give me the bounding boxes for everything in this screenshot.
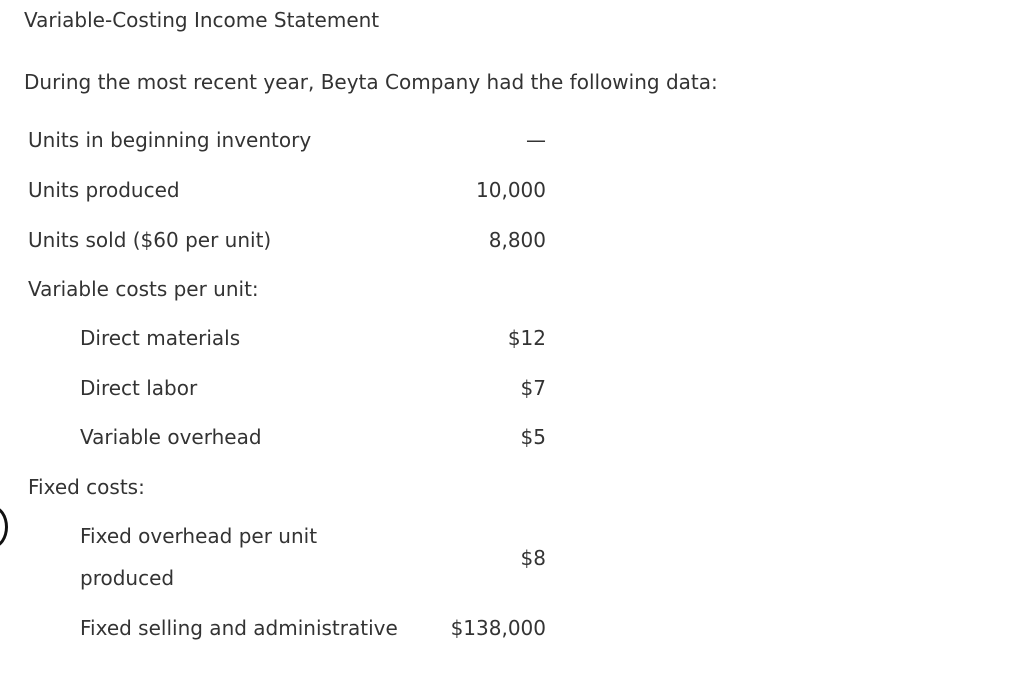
units-sold-label: Units sold ($60 per unit) <box>28 228 272 252</box>
units-beginning-inventory-label: Units in beginning inventory <box>28 128 312 152</box>
fixed-selling-admin-value: $138,000 <box>450 616 546 640</box>
fixed-costs-header: Fixed costs: <box>28 475 145 499</box>
variable-overhead-value: $5 <box>520 425 546 449</box>
fixed-overhead-label-line1: Fixed overhead per unit <box>80 524 318 548</box>
units-produced-value: 10,000 <box>476 178 546 202</box>
intro-text: During the most recent year, Beyta Company had the following data: <box>24 70 718 94</box>
units-beginning-inventory-value: — <box>526 128 546 152</box>
direct-labor-label: Direct labor <box>80 376 198 400</box>
units-produced-label: Units produced <box>28 178 180 202</box>
data-table <box>28 0 568 678</box>
units-sold-value: 8,800 <box>488 228 546 252</box>
direct-materials-value: $12 <box>507 326 546 350</box>
fixed-overhead-label-line2: produced <box>80 566 175 590</box>
fixed-overhead-value: $8 <box>520 546 546 570</box>
variable-overhead-label: Variable overhead <box>80 425 262 449</box>
page-title: Variable-Costing Income Statement <box>24 8 380 32</box>
variable-costs-header: Variable costs per unit: <box>28 277 259 301</box>
radio-button-icon[interactable] <box>0 506 8 548</box>
direct-materials-label: Direct materials <box>80 326 241 350</box>
fixed-selling-admin-label: Fixed selling and administrative <box>80 616 398 640</box>
direct-labor-value: $7 <box>520 376 546 400</box>
